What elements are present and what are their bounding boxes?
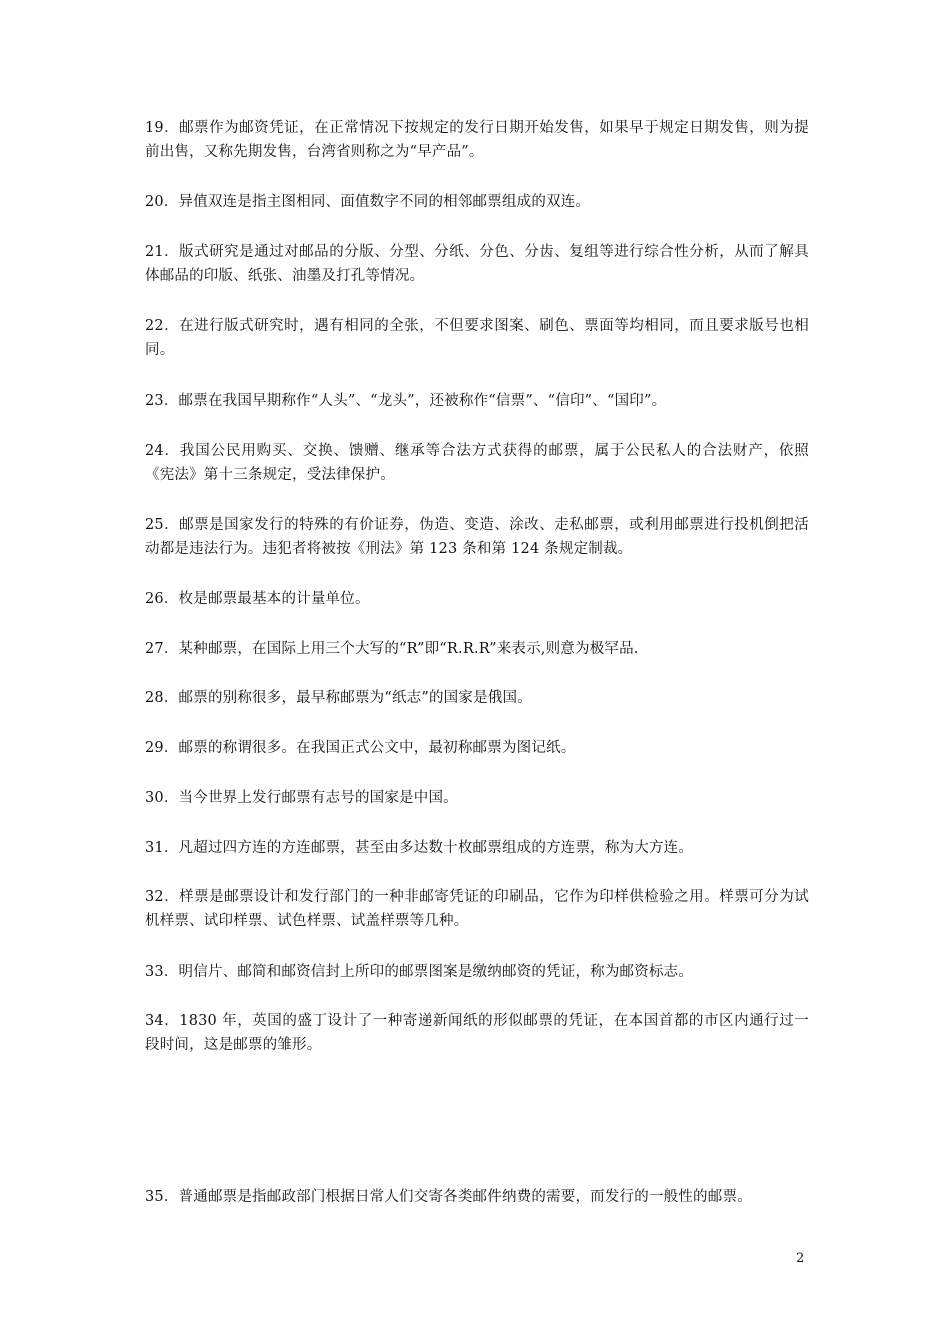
page-number: 2 (796, 1251, 805, 1266)
paragraph-23: 23．邮票在我国早期称作“人头”、“龙头”，还被称作“信票”、“信印”、“国印”。 (145, 393, 667, 409)
paragraph-33: 33．明信片、邮简和邮资信封上所印的邮票图案是缴纳邮资的凭证，称为邮资标志。 (145, 964, 694, 980)
paragraph-34: 34．1830 年，英国的盛丁设计了一种寄递新闻纸的形似邮票的凭证，在本国首都的市区内通行过一段时间，这是邮票的雏形。 (145, 1013, 809, 1053)
paragraph-19: 19．邮票作为邮资凭证，在正常情况下按规定的发行日期开始发售，如果早于规定日期发售，则为提前出售，又称先期发售，台湾省则称之为“早产品”。 (145, 120, 809, 160)
paragraph-35: 35．普通邮票是指邮政部门根据日常人们交寄各类邮件纳费的需要，而发行的一般性的邮票。 (145, 1189, 752, 1205)
paragraph-29: 29．邮票的称谓很多。在我国正式公文中，最初称邮票为图记纸。 (145, 740, 576, 756)
paragraph-27: 27．某种邮票，在国际上用三个大写的“R”即“R.R.R”来表示,则意为极罕品. (145, 641, 639, 657)
paragraph-24: 24．我国公民用购买、交换、馈赠、继承等合法方式获得的邮票，属于公民私人的合法财产，依照《宪法》第十三条规定，受法律保护。 (145, 443, 809, 483)
paragraph-31: 31．凡超过四方连的方连邮票，甚至由多达数十枚邮票组成的方连票，称为大方连。 (145, 840, 694, 856)
paragraph-28: 28．邮票的别称很多，最早称邮票为“纸志”的国家是俄国。 (145, 690, 532, 706)
paragraph-32: 32．样票是邮票设计和发行部门的一种非邮寄凭证的印刷品，它作为印样供检验之用。样票可分为试机样票、试印样票、试色样票、试盖样票等几种。 (145, 889, 809, 929)
paragraph-26: 26．枚是邮票最基本的计量单位。 (145, 591, 370, 607)
paragraph-25: 25．邮票是国家发行的特殊的有价证券，伪造、变造、涂改、走私邮票，或利用邮票进行投机倒把活动都是违法行为。违犯者将被按《刑法》第 123 条和第 124 条规定制裁。 (145, 517, 809, 557)
paragraph-20: 20．异值双连是指主图相同、面值数字不同的相邻邮票组成的双连。 (145, 194, 591, 210)
paragraph-21: 21．版式研究是通过对邮品的分版、分型、分纸、分色、分齿、复组等进行综合性分析，从而了解具体邮品的印版、纸张、油墨及打孔等情况。 (145, 244, 809, 284)
paragraph-22: 22．在进行版式研究时，遇有相同的全张，不但要求图案、刷色、票面等均相同，而且要求版号也相同。 (145, 318, 809, 358)
paragraph-30: 30．当今世界上发行邮票有志号的国家是中国。 (145, 790, 458, 806)
